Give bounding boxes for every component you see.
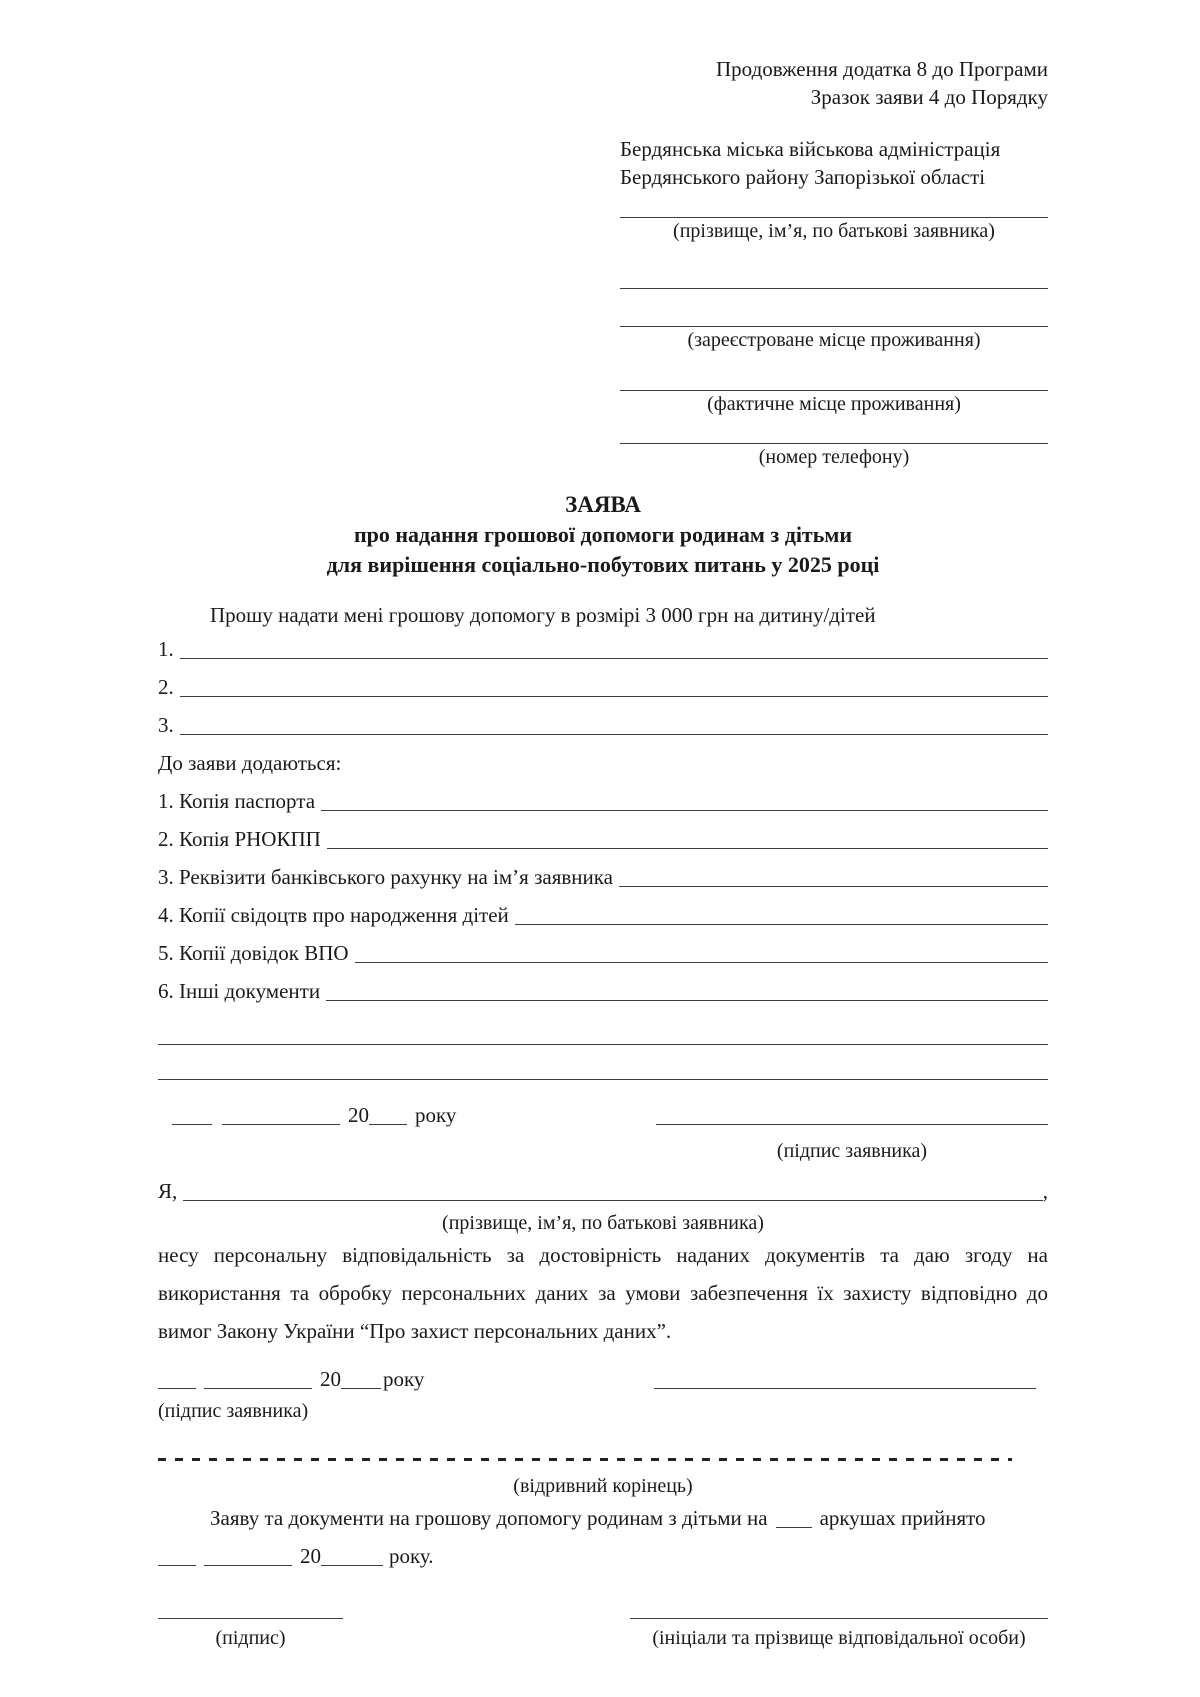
addressee-block xyxy=(620,135,1048,470)
applicant-signature-caption-1: (підпис заявника) xyxy=(776,1140,928,1162)
day-blank xyxy=(158,1388,196,1389)
child-line-blank xyxy=(180,734,1048,735)
attachment-label: 4. Копії свідоцтв про народження дітей xyxy=(158,903,509,927)
attachment-blank xyxy=(619,886,1048,887)
child-line-number: 3. xyxy=(158,713,174,737)
receipt-date-line xyxy=(158,1537,1048,1575)
annex-line-2: Зразок заяви 4 до Порядку xyxy=(810,85,1048,109)
month-blank xyxy=(204,1565,292,1566)
annex-line-1: Продовження додатка 8 до Програми xyxy=(716,57,1048,81)
attachment-blank xyxy=(326,1000,1048,1001)
attachment-item-4 xyxy=(158,896,1048,934)
date-signature-row-1 xyxy=(158,1096,1048,1134)
declaration-name-blank xyxy=(183,1200,1042,1201)
year-blank xyxy=(369,1124,407,1125)
attachment-blank xyxy=(321,810,1048,811)
actual-address-blank-line xyxy=(620,353,1048,391)
child-line-number: 2. xyxy=(158,675,174,699)
child-line-blank xyxy=(180,658,1048,659)
annex-block xyxy=(158,55,1048,111)
registered-address-blank-line xyxy=(620,289,1048,327)
document-title: ЗАЯВА xyxy=(565,492,641,517)
declaration-lead: Я, xyxy=(158,1179,178,1203)
month-blank xyxy=(222,1124,340,1125)
attachment-item-5 xyxy=(158,934,1048,972)
day-blank xyxy=(158,1565,196,1566)
receipt-text-line-1 xyxy=(158,1499,1048,1537)
child-line-2 xyxy=(158,668,1048,706)
receipt-part-2: аркушах прийнято xyxy=(819,1506,986,1530)
attachment-label: 5. Копії довідок ВПО xyxy=(158,941,349,965)
addressee-org-line-1: Бердянська міська військова адміністрація xyxy=(620,137,1001,161)
other-documents-extra-line-2 xyxy=(158,1045,1048,1080)
year-prefix: 20 xyxy=(300,1544,321,1568)
attachment-blank xyxy=(327,848,1048,849)
child-line-3 xyxy=(158,706,1048,744)
applicant-name-caption: (прізвище, ім’я, по батькові заявника) xyxy=(673,220,995,242)
document-subtitle-2: для вирішення соціально-побутових питань у 2025 році xyxy=(326,552,880,577)
official-name-blank xyxy=(630,1606,1048,1619)
receipt-part-1: Заяву та документи на грошову допомогу родинам з дітьми на xyxy=(210,1506,768,1530)
applicant-name-blank-line xyxy=(620,191,1048,218)
official-name-caption: (ініціали та прізвище відповідальної особи) xyxy=(652,1627,1026,1649)
month-blank xyxy=(204,1388,312,1389)
attachment-blank xyxy=(515,924,1048,925)
year-prefix: 20 xyxy=(320,1367,341,1391)
official-signature-caption: (підпис) xyxy=(215,1627,286,1649)
year-word: року xyxy=(383,1367,425,1391)
year-prefix: 20 xyxy=(348,1103,369,1127)
attachment-label: 1. Копія паспорта xyxy=(158,789,316,813)
declaration-name-caption: (прізвище, ім’я, по батькові заявника) xyxy=(442,1212,764,1234)
applicant-signature-caption-2: (підпис заявника) xyxy=(158,1400,309,1422)
attachment-item-6 xyxy=(158,972,1048,1010)
attachment-item-3 xyxy=(158,858,1048,896)
day-blank xyxy=(172,1124,212,1125)
attachment-label: 6. Інші документи xyxy=(158,979,321,1003)
document-subtitle-1: про надання грошової допомоги родинам з дітьми xyxy=(353,522,853,547)
actual-address-caption: (фактичне місце проживання) xyxy=(707,393,961,415)
attachment-item-2 xyxy=(158,820,1048,858)
child-line-1 xyxy=(158,630,1048,668)
phone-blank-line xyxy=(620,417,1048,444)
declaration-name-row xyxy=(158,1172,1048,1210)
declaration-trailing-comma: , xyxy=(1042,1179,1048,1203)
tear-off-caption: (відривний корінець) xyxy=(513,1475,693,1497)
attachment-label: 3. Реквізити банківського рахунку на ім’я заявника xyxy=(158,865,613,889)
attachment-item-1 xyxy=(158,782,1048,820)
bottom-captions-row xyxy=(158,1625,1048,1651)
child-line-blank xyxy=(180,696,1048,697)
attachment-blank xyxy=(355,962,1048,963)
declaration-text: несу персональну відповідальність за достовірність наданих документів та даю згоду на використання та обробку персональних даних за умови забезпечення їх захисту відповідно до вимог Закону України “Про захист персональних даних”. xyxy=(158,1243,1048,1343)
addressee-org-line-2: Бердянського району Запорізької області xyxy=(620,165,986,189)
tear-off-dashed-separator xyxy=(158,1458,1012,1461)
request-text: Прошу надати мені грошову допомогу в розмірі 3 000 грн на дитину/дітей xyxy=(210,603,876,627)
phone-caption: (номер телефону) xyxy=(758,446,910,468)
other-documents-extra-line-1 xyxy=(158,1010,1048,1045)
year-word: року xyxy=(415,1103,457,1127)
applicant-signature-blank-1 xyxy=(656,1124,1048,1125)
attachment-label: 2. Копія РНОКПП xyxy=(158,827,321,851)
bottom-signature-row xyxy=(158,1605,1048,1619)
document-title-block xyxy=(158,490,1048,580)
child-line-number: 1. xyxy=(158,637,174,661)
year-blank xyxy=(341,1388,381,1389)
date-signature-row-2 xyxy=(158,1360,1048,1398)
official-signature-blank xyxy=(158,1606,343,1619)
registered-address-caption: (зареєстроване місце проживання) xyxy=(687,329,981,351)
attachments-heading: До заяви додаються: xyxy=(158,751,342,775)
year-blank xyxy=(321,1565,383,1566)
applicant-signature-blank-2 xyxy=(654,1388,1036,1389)
sheets-count-blank xyxy=(776,1527,812,1528)
address-extra-blank-line xyxy=(620,244,1048,289)
year-word: року. xyxy=(389,1544,434,1568)
